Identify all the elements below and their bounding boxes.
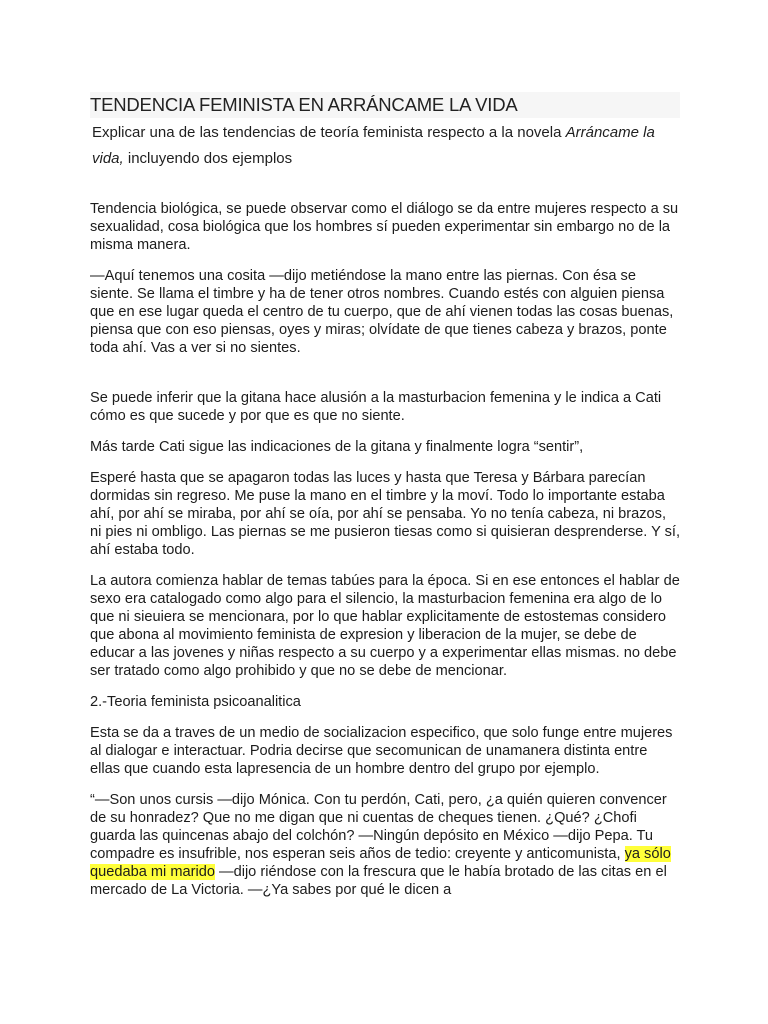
novel-title-italic: Arráncame la vida, (92, 124, 655, 167)
title-bar (90, 92, 680, 118)
quote-cati: Esperé hasta que se apagaron todas las luces y hasta que Teresa y Bárbara parecían dormidas sin regreso. Me puse la mano en el timbre y la moví. Todo lo importante estaba ahí, por ahí se miraba, por ahí se oía, por ahí se pensaba. Yo no tenía cabeza, ni brazos, ni pies ni ombligo. Las piernas se me pusieron tiesas como si quisieran desprenderse. Y sí, ahí estaba todo. (90, 470, 681, 558)
quote-gypsy: —Aquí tenemos una cosita —dijo metiéndose la mano entre las piernas. Con ésa se siente. Se llama el timbre y ha de tener otros nombres. Cuando estés con alguien piensa que en ese lugar queda el centro de tu cuerpo, que de ahí vienen todas las cosas buenas, piensa que con eso piensas, oyes y miras; olvídate de que tienes cabeza y brazos, ponte toda ahí. Vas a ver si no sientes. (90, 268, 674, 356)
paragraph-biological-tendency: Tendencia biológica, se puede observar como el diálogo se da entre mujeres respecto a su sexualidad, cosa biológica que los hombres sí pueden experimentar sin embargo no de la misma manera. (90, 201, 679, 253)
highlighted-text: ya sólo quedaba mi marido (90, 846, 671, 880)
quote-monica-start: “—Son unos cursis —dijo Mónica. Con tu perdón, Cati, pero, ¿a quién quieren convencer de su honradez? Que no me digan que ni cuentas de cheques tienen. ¿Qué? ¿Chofi guarda las quincenas abajo del colchón? —Ningún depósito en México —dijo Pepa. Tu compadre es insufrible, nos esperan seis años de tedio: creyente y anticomunista, (90, 792, 667, 862)
paragraph-taboo-topics: La autora comienza hablar de temas tabúes para la época. Si en ese entonces el hablar de sexo era catalogado como algo para el silencio, la masturbacion femenina era algo de lo que ni sieuiera se mencionara, por lo que hablar explicitamente de estostemas considero que abona al movimiento feminista de expresion y liberacion de la mujer, se debe de educar a las jovenes y niñas respecto a su cuerpo y a experimentar ellas mismas. no debe ser tratado como algo prohibido y que no se debe de mencionar. (90, 573, 680, 679)
document-page (90, 92, 680, 899)
quote-monica-end: —dijo riéndose con la frescura que le había brotado de las citas en el mercado de La Victoria. —¿Ya sabes por qué le dicen a (90, 864, 667, 898)
document-title: TENDENCIA FEMINISTA EN ARRÁNCAME LA VIDA (90, 94, 518, 115)
assignment-prompt (92, 120, 680, 172)
paragraph-socialization: Esta se da a traves de un medio de socializacion especifico, que solo funge entre mujeres al dialogar e interactuar. Podria decirse que secomunican de unamanera distinta entre ellas que cuando esta lapresencia de un hombre dentro del grupo por ejemplo. (90, 725, 673, 777)
paragraph-inference: Se puede inferir que la gitana hace alusión a la masturbacion femenina y le indica a Cati cómo es que sucede y por que es que no siente. (90, 390, 662, 424)
paragraph-cati-follows: Más tarde Cati sigue las indicaciones de la gitana y finalmente logra “sentir”, (90, 439, 584, 455)
prompt-text-end: incluyendo dos ejemplos (123, 150, 293, 167)
quote-monica (90, 791, 680, 899)
prompt-text-start: Explicar una de las tendencias de teoría feminista respecto a la novela (92, 124, 566, 141)
section-heading-psychoanalytic: 2.-Teoria feminista psicoanalitica (90, 694, 301, 710)
